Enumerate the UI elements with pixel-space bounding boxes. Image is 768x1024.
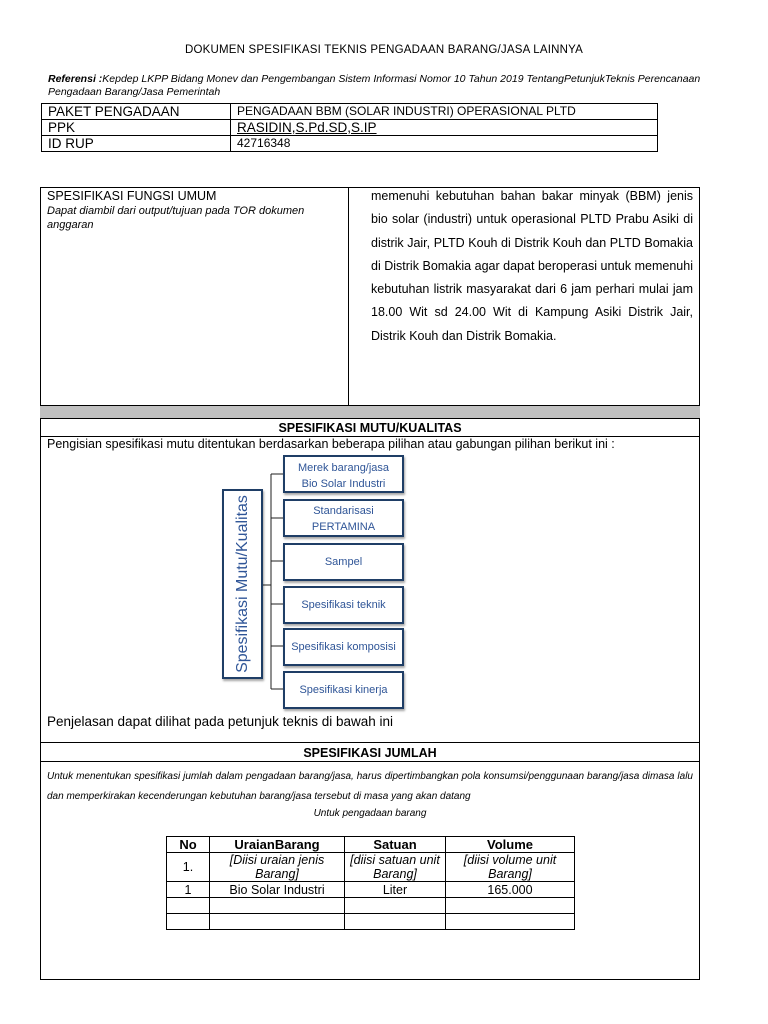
table-row: [167, 898, 575, 914]
mutu-title: SPESIFIKASI MUTU/KUALITAS: [278, 421, 462, 435]
reference-label: Referensi :: [48, 73, 103, 85]
fungsi-umum-title: SPESIFIKASI FUNGSI UMUM: [47, 189, 217, 203]
ppk-label: PPK: [42, 120, 231, 136]
jumlah-subnote: Untuk pengadaan barang: [313, 808, 427, 819]
id-rup-value: 42716348: [231, 136, 658, 152]
mutu-intro: Pengisian spesifikasi mutu ditentukan berdasarkan beberapa pilihan atau gabungan pilihan berikut ini :: [47, 437, 615, 451]
table-cell: [345, 898, 446, 914]
mutu-option-merek: [283, 455, 404, 493]
package-label: PAKET PENGADAAN: [42, 104, 231, 120]
table-cell: [210, 898, 345, 914]
mutu-option-sampel: Sampel: [283, 543, 404, 581]
table-header-row: [167, 837, 575, 853]
table-cell: [diisi volume unit Barang]: [446, 853, 575, 882]
table-cell: [446, 914, 575, 930]
mutu-option-standarisasi: [283, 499, 404, 537]
table-cell: [446, 898, 575, 914]
jumlah-title-underline: [40, 761, 700, 762]
table-cell: Bio Solar Industri: [210, 882, 345, 898]
mutu-bottom-line: [40, 742, 700, 743]
ppk-value: RASIDIN,S.Pd.SD,S.IP: [231, 120, 658, 136]
reference-text: Kepdep LKPP Bidang Monev dan Pengembangan Sistem Informasi Nomor 10 Tahun 2019 TentangPetunjukTeknis Perencanaan Pengadaan Barang/Jasa Pemerintah: [48, 73, 701, 98]
id-rup-label: ID RUP: [42, 136, 231, 152]
table-cell: Liter: [345, 882, 446, 898]
table-cell: 1: [167, 882, 210, 898]
col-volume: Volume: [446, 837, 575, 853]
col-satuan: Satuan: [345, 837, 446, 853]
merek-label: Merek barang/jasa: [297, 462, 390, 474]
table-cell: 1.: [167, 853, 210, 882]
table-row: [167, 853, 575, 882]
quantity-table: [166, 836, 575, 930]
table-row: [167, 914, 575, 930]
table-row: [167, 882, 575, 898]
mutu-option-komposisi: Spesifikasi komposisi: [283, 628, 404, 666]
mutu-diagram-root: [222, 489, 263, 679]
package-value: PENGADAAN BBM (SOLAR INDUSTRI) OPERASIONAL PLTD: [231, 104, 658, 120]
table-cell: [Diisi uraian jenis Barang]: [210, 853, 345, 882]
mutu-footer: Penjelasan dapat dilihat pada petunjuk teknis di bawah ini: [47, 714, 393, 729]
table-cell: 165.000: [446, 882, 575, 898]
col-no: No: [167, 837, 210, 853]
standarisasi-label: Standarisasi: [313, 505, 374, 517]
table-cell: [210, 914, 345, 930]
table-cell: [167, 914, 210, 930]
mutu-diagram-root-label: Spesifikasi Mutu/Kualitas: [233, 495, 251, 673]
standarisasi-value: PERTAMINA: [311, 521, 376, 533]
jumlah-title: SPESIFIKASI JUMLAH: [303, 746, 437, 760]
table-cell: [167, 898, 210, 914]
jumlah-note: Untuk menentukan spesifikasi jumlah dalam pengadaan barang/jasa, harus dipertimbangkan pola konsumsi/penggunaan barang/jasa dimasa lalu dan memperkirakan kecenderungan kebutuhan barang/jasa tersebut di masa yang akan datang: [47, 771, 693, 802]
fungsi-umum-note: Dapat diambil dari output/tujuan pada TOR dokumen anggaran: [47, 205, 305, 231]
mutu-option-kinerja: Spesifikasi kinerja: [283, 671, 404, 709]
mutu-option-teknik: Spesifikasi teknik: [283, 586, 404, 624]
table-cell: [345, 914, 446, 930]
table-cell: [diisi satuan unit Barang]: [345, 853, 446, 882]
fungsi-umum-description: memenuhi kebutuhan bahan bakar minyak (BBM) jenis bio solar (industri) untuk operasional PLTD Prabu Asiki di distrik Jair, PLTD Kouh di Distrik Kouh dan PLTD Bomakia di Distrik Bomakia agar dapat beroperasi untuk memenuhi kebutuhan listrik masyarakat dari 6 jam perhari mulai jam 18.00 Wit sd 24.00 Wit di Kampung Asiki Distrik Jair, Distrik Kouh dan Distrik Bomakia.: [371, 189, 693, 343]
merek-value: Bio Solar Industri: [301, 478, 386, 490]
col-uraian: UraianBarang: [210, 837, 345, 853]
document-title: DOKUMEN SPESIFIKASI TEKNIS PENGADAAN BARANG/JASA LAINNYA: [184, 44, 584, 56]
